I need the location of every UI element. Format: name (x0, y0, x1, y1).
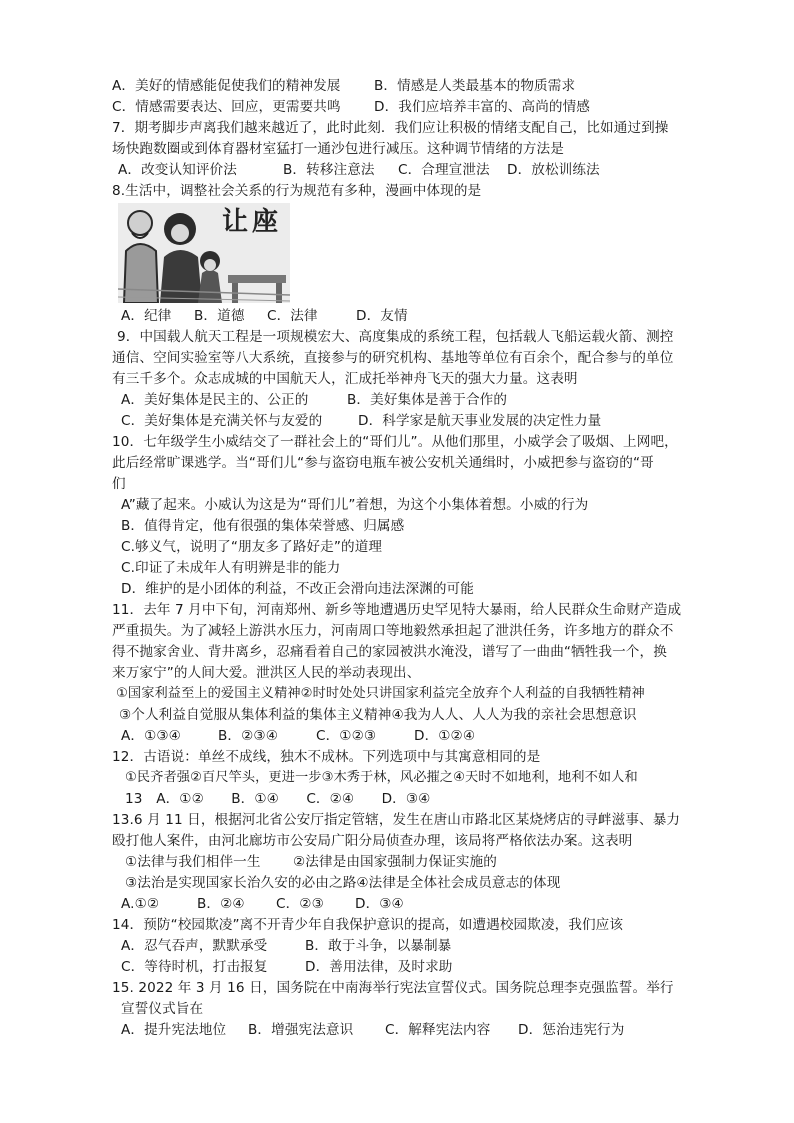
q13-option-b: B．②④ (197, 896, 245, 912)
q8-cartoon-image (118, 203, 290, 303)
q9-option-b: B．美好集体是善于合作的 (347, 392, 508, 408)
q11-option-a: A．①③④ (121, 728, 181, 744)
q7-stem-line-2: 场快跑数圈或到体育器材室猛打一通沙包进行减压。这种调节情绪的方法是 (112, 141, 564, 157)
q9-option-c: C．美好集体是充满关怀与友爱的 (121, 413, 323, 429)
q13-statement-3-4: ③法治是实现国家长治久安的必由之路④法律是全体社会成员意志的体现 (125, 875, 561, 891)
q13-statement-2: ②法律是由国家强制力保证实施的 (293, 854, 497, 870)
q11-statement-1-2: ①国家利益至上的爱国主义精神②时时处处只讲国家利益完全放弃个人利益的自我牺牲精神 (116, 686, 645, 701)
q14-stem: 14．预防“校园欺凌”离不开青少年自我保护意识的提高，如遭遇校园欺凌，我们应该 (112, 917, 624, 933)
q13-stem-line-1: 13.6 月 11 日，根据河北省公安厅指定管辖，发生在唐山市路北区某烧烤店的寻衅滋事、暴力 (112, 812, 681, 828)
q12-options: 13 A．①② B．①④ C．②④ D．③④ (125, 791, 431, 807)
q13-statement-1: ①法律与我们相伴一生 (125, 854, 261, 870)
q12-statements: ①民齐者强②百尺竿头，更进一步③木秀于林，风必摧之④天时不如地利，地利不如人和 (125, 770, 638, 785)
q10-option-b: B．值得肯定，他有很强的集体荣誉感、归属感 (121, 518, 405, 534)
q7-option-b: B．转移注意法 (283, 162, 375, 178)
q9-option-a: A．美好集体是民主的、公正的 (121, 392, 309, 408)
q7-option-c: C．合理宣泄法 (398, 162, 490, 178)
q14-option-d: D．善用法律，及时求助 (305, 959, 453, 975)
q7-option-a: A．改变认知评价法 (118, 162, 237, 178)
q9-option-d: D．科学家是航天事业发展的决定性力量 (358, 413, 602, 429)
q14-option-b: B．敢于斗争，以暴制暴 (305, 938, 452, 954)
q11-statement-3-4: ③个人利益自觉服从集体利益的集体主义精神④我为人人、人人为我的亲社会思想意识 (119, 707, 637, 723)
q8-cartoon-caption: 让座 (222, 207, 283, 237)
q11-stem-line-3: 得不抛家舍业、背井离乡，忍痛看着自己的家园被洪水淹没，谱写了一曲曲“牺牲我一个，换 (112, 644, 667, 660)
q13-stem-line-2: 殴打他人案件，由河北廊坊市公安局广阳分局侦查办理，该局将严格依法办案。这表明 (112, 833, 633, 849)
q6-option-c: C．情感需要表达、回应，更需要共鸣 (112, 99, 341, 115)
q8-option-c: C．法律 (267, 308, 318, 324)
q10-option-c-2: C.印证了未成年人有明辨是非的能力 (121, 560, 341, 576)
q13-option-d: D．③④ (355, 896, 404, 912)
q9-stem-line-2: 通信、空间实验室等八大系统，直接参与的研究机构、基地等单位有百余个，配合参与的单位 (112, 350, 674, 366)
q10-option-d: D．维护的是小团体的利益，不改正会滑向违法深渊的可能 (121, 581, 474, 597)
q6-option-a: A．美好的情感能促使我们的精神发展 (112, 78, 341, 94)
q11-stem-line-4: 来万家宁”的人间大爱。泄洪区人民的举动表现出、 (112, 665, 421, 681)
q10-stem-line-2: 此后经常旷课逃学。当“哥们儿“参与盗窃电瓶车被公安机关通缉时，小威把参与盗窃的“哥 (112, 455, 654, 471)
q14-option-c: C．等待时机，打击报复 (121, 959, 268, 975)
q13-option-c: C．②③ (276, 896, 324, 912)
q15-option-a: A．提升宪法地位 (121, 1022, 227, 1038)
q10-stem-line-4: A”藏了起来。小威认为这是为“哥们儿”着想，为这个小集体着想。小威的行为 (121, 497, 589, 513)
q7-stem-line-1: 7．期考脚步声离我们越来越近了，此时此刻．我们应让积极的情绪支配自己，比如通过到操 (112, 120, 669, 136)
q10-stem-line-3: 们 (112, 476, 126, 492)
q7-option-d: D．放松训练法 (507, 162, 600, 178)
q15-option-d: D．惩治违宪行为 (518, 1022, 625, 1038)
q8-option-b: B．道德 (194, 308, 245, 324)
q11-stem-line-2: 严重损失。为了减轻上游洪水压力，河南周口等地毅然承担起了泄洪任务，许多地方的群众不 (112, 623, 674, 639)
q11-option-c: C．①②③ (316, 728, 377, 744)
q15-stem-line-2: 宣誓仪式旨在 (121, 1001, 204, 1017)
q15-stem-line-1: 15. 2022 年 3 月 16 日，国务院在中南海举行宪法宣誓仪式。国务院总理李克强监誓。举行 (112, 980, 674, 996)
q15-option-b: B．增强宪法意识 (248, 1022, 354, 1038)
q10-stem-line-1: 10．七年级学生小威结交了一群社会上的“哥们儿”。从他们那里，小威学会了吸烟、上网吧， (112, 434, 678, 450)
q8-option-d: D．友情 (356, 308, 408, 324)
q6-option-b: B．情感是人类最基本的物质需求 (374, 78, 576, 94)
q14-option-a: A．忍气吞声，默默承受 (121, 938, 268, 954)
q15-option-c: C．解释宪法内容 (385, 1022, 491, 1038)
q11-option-d: D．①②④ (414, 728, 476, 744)
q12-stem: 12．古语说：单丝不成线，独木不成林。下列选项中与其寓意相同的是 (112, 749, 541, 765)
q9-stem-line-1: 9．中国载人航天工程是一项规模宏大、高度集成的系统工程，包括载人飞船运载火箭、测控 (117, 329, 674, 345)
q6-option-d: D．我们应培养丰富的、高尚的情感 (374, 99, 590, 115)
q8-option-a: A．纪律 (121, 308, 172, 324)
q10-option-c: C.够义气，说明了“朋友多了路好走”的道理 (121, 539, 383, 555)
q13-option-a: A.①② (121, 896, 160, 912)
q9-stem-line-3: 有三千多个。众志成城的中国航天人，汇成托举神舟飞天的强大力量。这表明 (112, 371, 578, 387)
q11-option-b: B．②③④ (218, 728, 278, 744)
q8-stem: 8.生活中，调整社会关系的行为规范有多种，漫画中体现的是 (112, 183, 482, 199)
q11-stem-line-1: 11．去年 7 月中下旬，河南郑州、新乡等地遭遇历史罕见特大暴雨，给人民群众生命财产造成 (112, 602, 682, 618)
